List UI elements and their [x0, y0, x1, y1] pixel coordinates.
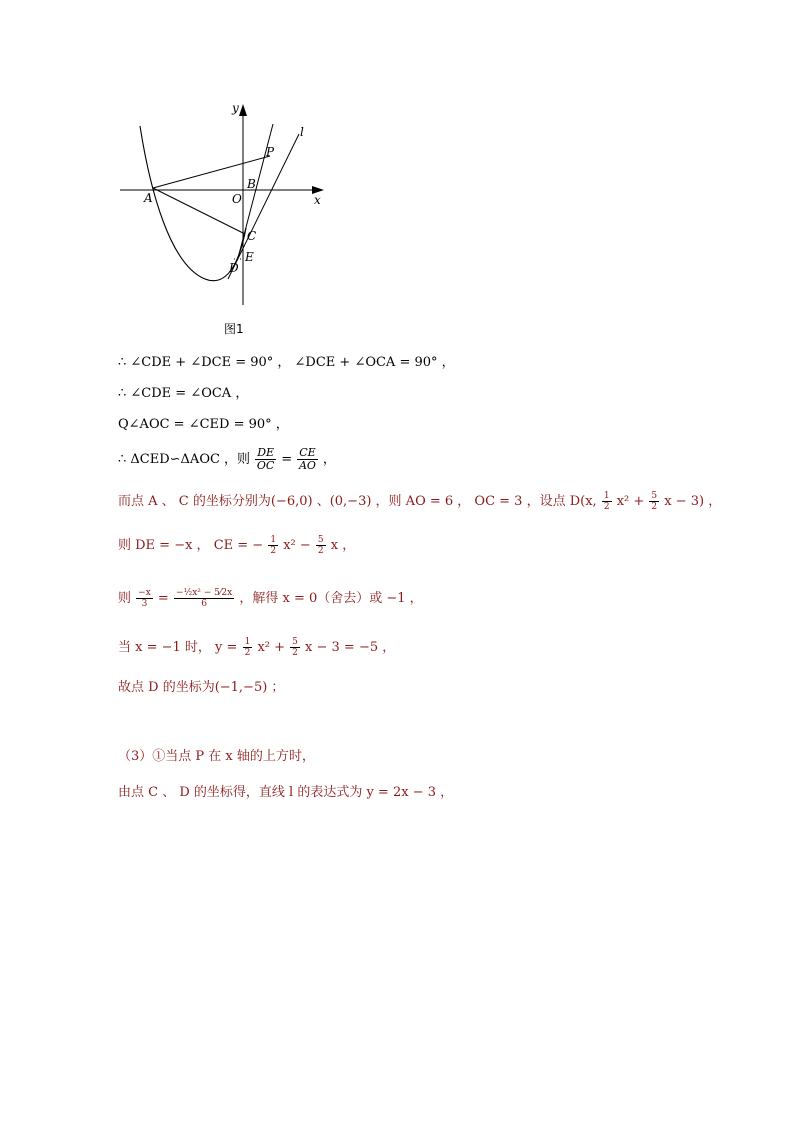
fraction-denominator: 6 — [201, 599, 207, 609]
fraction-numerator: 5 — [651, 491, 658, 501]
fraction-numerator: 1 — [603, 491, 610, 501]
fraction-numerator: 1 — [270, 535, 277, 545]
line-8-post: x − 3 = −5 ， — [305, 640, 396, 655]
label-p: P — [266, 145, 275, 159]
fraction-denominator: OC — [256, 459, 275, 472]
fraction-five-half — [649, 491, 659, 512]
line-7-pre: 则 — [118, 591, 132, 606]
equals-sign: = — [157, 591, 169, 606]
line-10: （3）①当点 P 在 x 轴的上方时， — [118, 749, 315, 764]
fraction-numerator: 1 — [244, 637, 251, 647]
fraction-denominator: 2 — [292, 648, 298, 658]
line-6-post: x ， — [330, 538, 356, 553]
fraction-denominator: AO — [298, 459, 316, 472]
label-l: l — [300, 125, 304, 139]
fraction-denominator: 2 — [651, 502, 658, 512]
label-c: C — [247, 229, 257, 243]
fraction-one-half — [243, 637, 253, 658]
fraction-numerator: DE — [257, 446, 275, 459]
fraction-numerator: −x — [138, 588, 151, 598]
line-5-pre: 而点 A 、 C 的坐标分别为(−6,0) 、(0,−3) ，则 AO = 6 ， OC = 3 ，设点 D(x, — [118, 494, 597, 509]
line-4 — [118, 447, 336, 472]
fraction-denominator: 3 — [141, 599, 148, 609]
fraction-numerator: 5 — [292, 637, 298, 647]
fraction-neg-x-over-3 — [136, 588, 153, 609]
geometry-figure — [0, 0, 794, 320]
label-b: B — [247, 177, 256, 191]
line-1: ∴ ∠CDE + ∠DCE = 90° ， ∠DCE + ∠OCA = 90° ， — [118, 355, 455, 370]
line-8-mid: x² + — [257, 640, 286, 655]
fraction-ce-ao — [297, 447, 317, 472]
fraction-denominator: 2 — [603, 502, 610, 512]
line-3: Q∠AOC = ∠CED = 90° ， — [118, 417, 289, 432]
label-d: D — [229, 261, 239, 275]
line-8 — [118, 637, 395, 658]
label-o: O — [232, 192, 242, 206]
y-axis-arrow-icon — [239, 104, 247, 116]
line-6 — [118, 535, 355, 556]
fraction-de-oc — [255, 447, 276, 472]
line-2: ∴ ∠CDE = ∠OCA ， — [118, 386, 249, 401]
fraction-denominator: 2 — [317, 546, 324, 556]
line-8-pre: 当 x = −1 时， y = — [118, 640, 238, 655]
figure-caption: 图1 — [224, 322, 244, 336]
fraction-five-half — [316, 535, 326, 556]
fraction-one-half — [602, 491, 612, 512]
label-x: x — [314, 193, 321, 207]
label-a: A — [144, 191, 153, 205]
line-11: 由点 C 、 D 的坐标得，直线 l 的表达式为 y = 2x − 3 ， — [118, 785, 454, 800]
line-7-post: ，解得 x = 0（舍去）或 −1 ， — [239, 591, 423, 606]
line-5-mid: x² + — [616, 494, 645, 509]
fraction-numerator: 5 — [317, 535, 324, 545]
equals-sign: = — [281, 452, 293, 467]
fraction-five-half — [290, 637, 300, 658]
line-5 — [118, 491, 721, 512]
fraction-ce-over-6 — [174, 588, 234, 609]
parabola-curve — [140, 126, 246, 281]
fraction-numerator: CE — [299, 446, 316, 459]
line-6-pre: 则 DE = −x ， CE = − — [118, 538, 264, 553]
fraction-denominator: 2 — [270, 546, 277, 556]
fraction-denominator: 2 — [244, 648, 251, 658]
fraction-one-half — [268, 535, 278, 556]
label-y: y — [232, 101, 239, 115]
line-5-post: x − 3) ， — [664, 494, 722, 509]
line-9: 故点 D 的坐标为(−1,−5) ； — [118, 680, 285, 695]
line-4-post: ， — [322, 452, 336, 467]
fraction-numerator: −½x² − 5⁄2x — [175, 588, 233, 598]
line-4-pre: ∴ ΔCED∽ΔAOC ，则 — [118, 452, 251, 467]
line-7 — [118, 588, 423, 609]
line-6-mid: x² − — [283, 538, 311, 553]
label-e: E — [245, 250, 254, 264]
